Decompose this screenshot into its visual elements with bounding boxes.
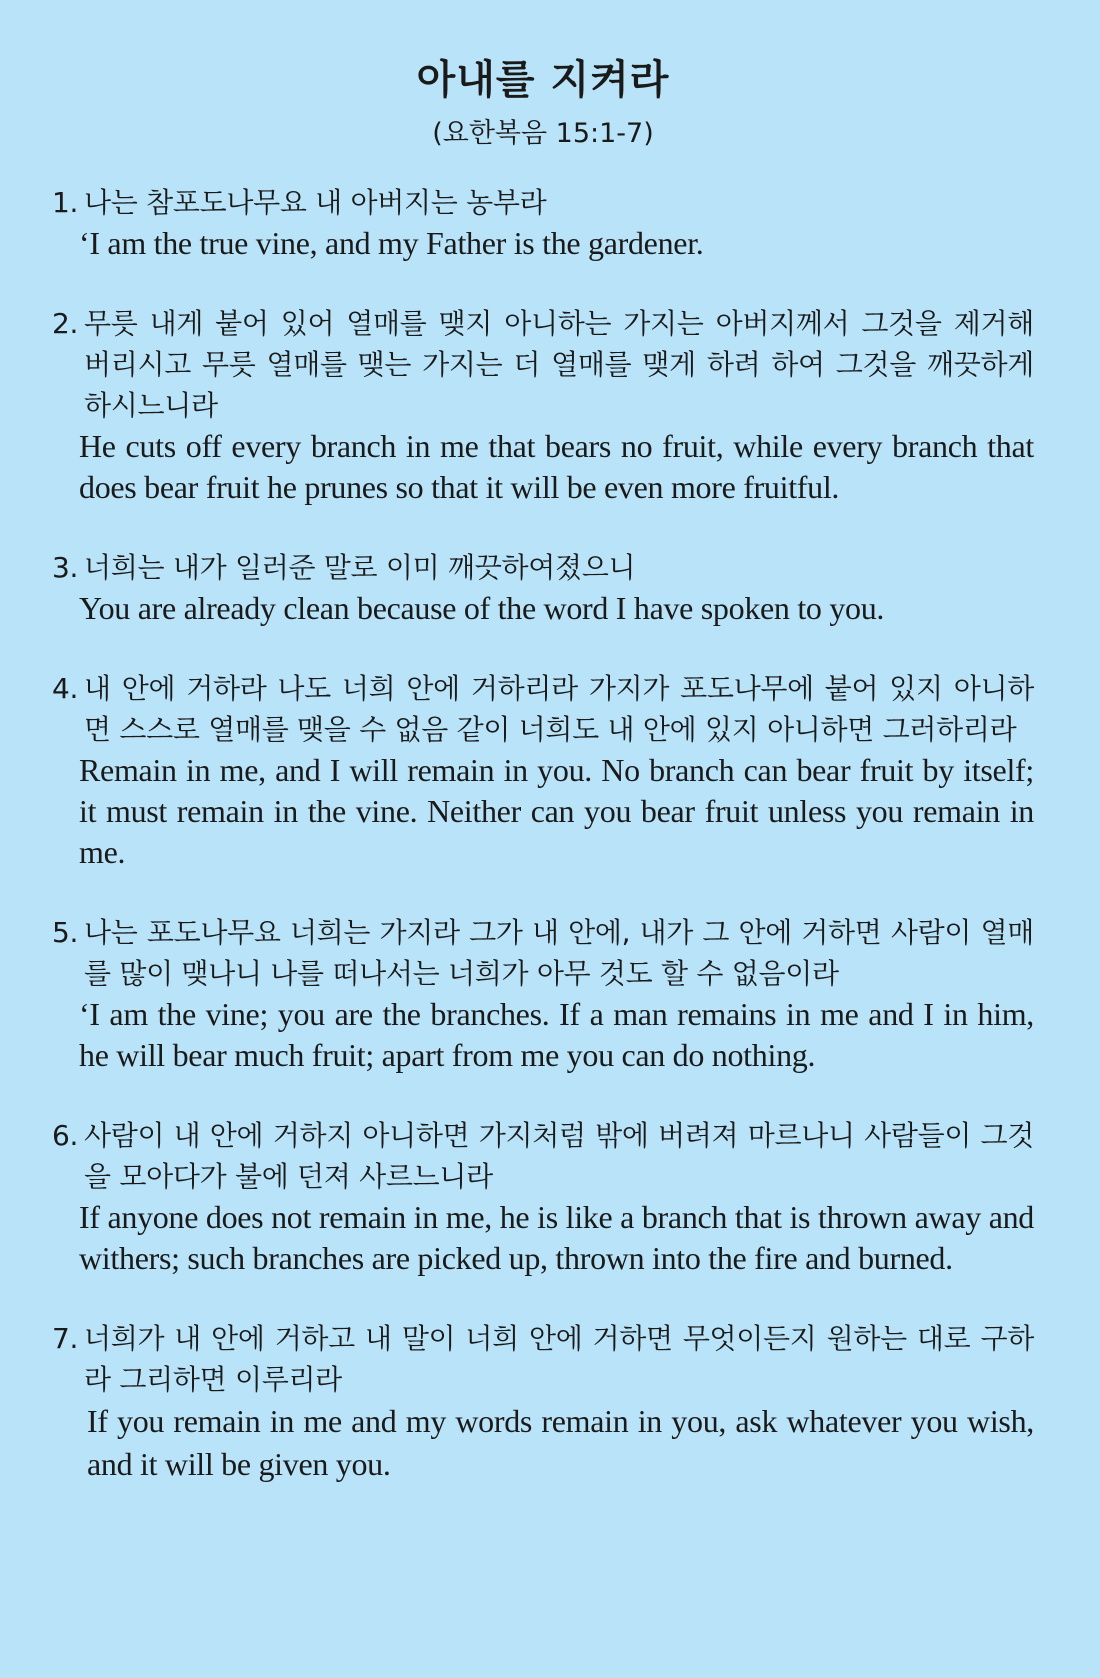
verse-korean-text: 너희가 내 안에 거하고 내 말이 너희 안에 거하면 무엇이든지 원하는 대로 구하라 그리하면 이루리라 [84,1322,1034,1396]
verse-7 [52,1318,1034,1486]
verse-english: Remain in me, and I will remain in you. No branch can bear fruit by itself; it must remain in the vine. Neither can you bear fruit unless you remain in me. [79,752,1034,870]
verse-number: 4. [52,672,79,705]
verse-english: ‘I am the vine; you are the branches. If a man remains in me and I in him, he will bear much fruit; apart from me you can do nothing. [79,996,1034,1073]
verse-number: 6. [52,1119,79,1152]
scripture-reference: (요한복음 15:1-7) [432,118,654,149]
verse-number: 3. [52,551,79,584]
verse-english: If you remain in me and my words remain in you, ask whatever you wish, and it will be given you. [87,1403,1034,1482]
verse-5 [52,912,1034,1076]
verse-korean [52,912,1034,994]
verse-number: 5. [52,916,79,949]
verse-english: You are already clean because of the word I have spoken to you. [79,590,885,626]
verse-korean [52,303,1034,426]
verse-korean [52,668,1034,750]
verse-number: 7. [52,1322,79,1355]
verse-korean-text: 나는 참포도나무요 내 아버지는 농부라 [84,186,547,219]
verse-korean-text: 너희는 내가 일러준 말로 이미 깨끗하여졌으니 [84,551,636,584]
verse-korean-text: 사람이 내 안에 거하지 아니하면 가지처럼 밖에 버려져 마르나니 사람들이 그것을 모아다가 불에 던져 사르느니라 [84,1119,1034,1193]
page-title: 아내를 지켜라 [416,57,670,103]
verse-4 [52,668,1034,873]
verse-english: ‘I am the true vine, and my Father is the gardener. [79,225,704,261]
verse-korean [52,1318,1034,1400]
verse-number: 2. [52,307,79,340]
verse-korean-text: 내 안에 거하라 나도 너희 안에 거하리라 가지가 포도나무에 붙어 있지 아니하면 스스로 열매를 맺을 수 없음 같이 너희도 내 안에 있지 아니하면 그러하리라 [84,672,1034,746]
verse-1 [52,182,1034,264]
verse-6 [52,1115,1034,1279]
verse-korean-text: 무릇 내게 붙어 있어 열매를 맺지 아니하는 가지는 아버지께서 그것을 제거해 버리시고 무릇 열매를 맺는 가지는 더 열매를 맺게 하려 하여 그것을 깨끗하게 하시느니라 [84,307,1034,422]
verse-korean-text: 나는 포도나무요 너희는 가지라 그가 내 안에, 내가 그 안에 거하면 사람이 열매를 많이 맺나니 나를 떠나서는 너희가 아무 것도 할 수 없음이라 [84,916,1034,990]
verse-2 [52,303,1034,508]
verse-korean [52,182,1034,223]
verse-english: If anyone does not remain in me, he is like a branch that is thrown away and withers; such branches are picked up, thrown into the fire and burned. [79,1199,1034,1276]
verse-english: He cuts off every branch in me that bears no fruit, while every branch that does bear fruit he prunes so that it will be even more fruitful. [79,428,1034,505]
verse-korean [52,547,1034,588]
verse-korean [52,1115,1034,1197]
verse-number: 1. [52,186,79,219]
verse-3 [52,547,1034,629]
